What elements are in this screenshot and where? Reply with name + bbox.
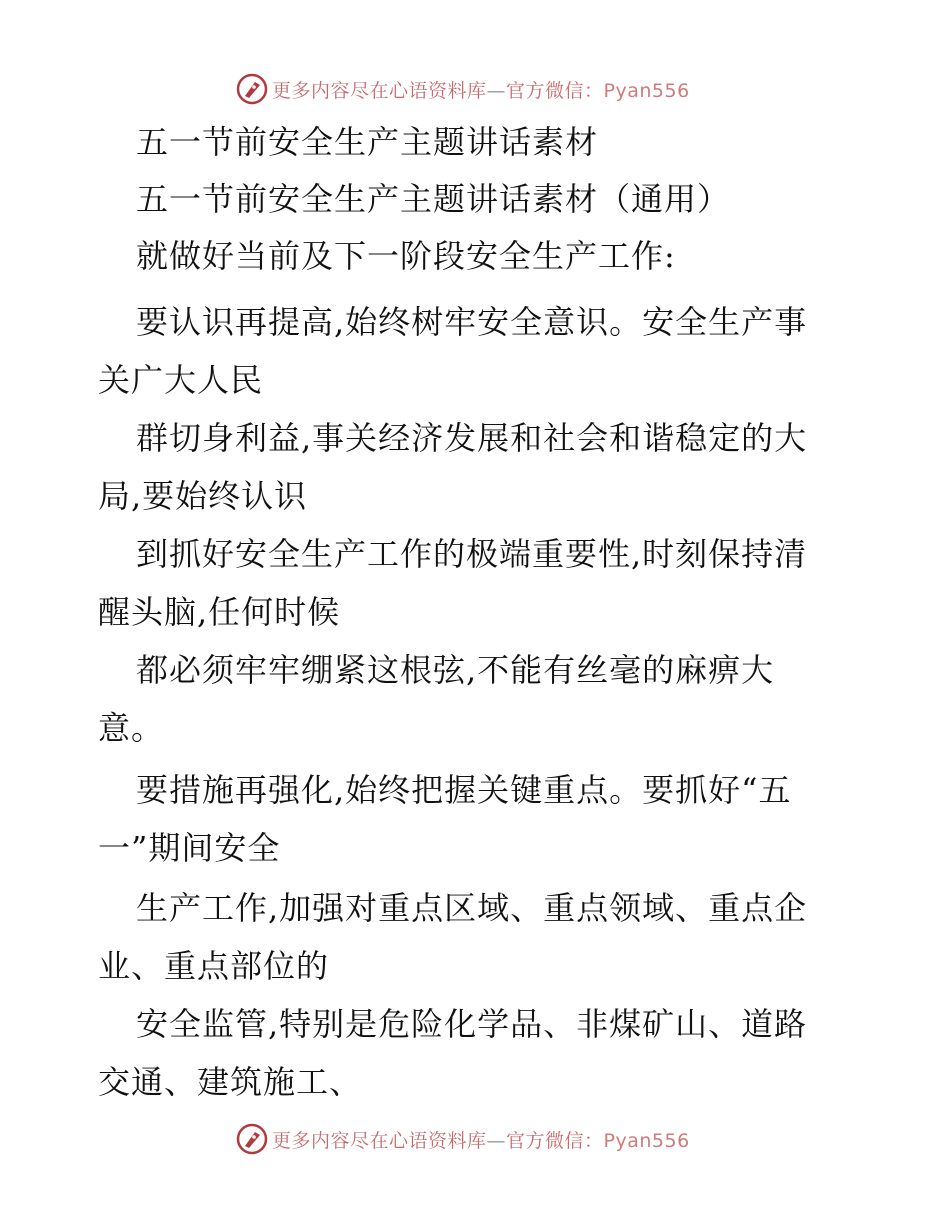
document-title: 五一节前安全生产主题讲话素材	[136, 123, 599, 161]
paragraph-line: 业、重点部位的	[98, 947, 330, 985]
paragraph-line: 意。	[98, 709, 165, 747]
paragraph-line: 安全监管,特别是危险化学品、非煤矿山、道路	[136, 1005, 808, 1043]
paragraph-line: 交通、建筑施工、	[98, 1063, 363, 1101]
watermark-text: 更多内容尽在心语资料库—官方微信：Pyan556	[272, 79, 690, 102]
paragraph-line: 关广大人民	[98, 361, 264, 399]
fountain-pen-nib-icon	[236, 1123, 268, 1155]
paragraph-line: 就做好当前及下一阶段安全生产工作:	[136, 237, 676, 275]
paragraph-line: 局,要始终认识	[98, 477, 308, 515]
fountain-pen-nib-icon	[236, 73, 268, 105]
paragraph-line: 生产工作,加强对重点区域、重点领域、重点企	[136, 889, 808, 927]
paragraph-line: 到抓好安全生产工作的极端重要性,时刻保持清	[136, 535, 808, 573]
paragraph-line: 群切身利益,事关经济发展和社会和谐稳定的大	[136, 419, 808, 457]
paragraph-line: 一”期间安全	[98, 829, 281, 867]
document-subtitle: 五一节前安全生产主题讲话素材（通用）	[136, 180, 731, 218]
paragraph-line: 要认识再提高,始终树牢安全意识。安全生产事	[136, 303, 808, 341]
paragraph-line: 要措施再强化,始终把握关键重点。要抓好“五	[136, 771, 792, 809]
paragraph-line: 都必须牢牢绷紧这根弦,不能有丝毫的麻痹大	[136, 651, 775, 689]
watermark-header	[236, 72, 690, 106]
watermark-footer	[236, 1122, 690, 1156]
paragraph-line: 醒头脑,任何时候	[98, 593, 341, 631]
watermark-text: 更多内容尽在心语资料库—官方微信：Pyan556	[272, 1129, 690, 1152]
